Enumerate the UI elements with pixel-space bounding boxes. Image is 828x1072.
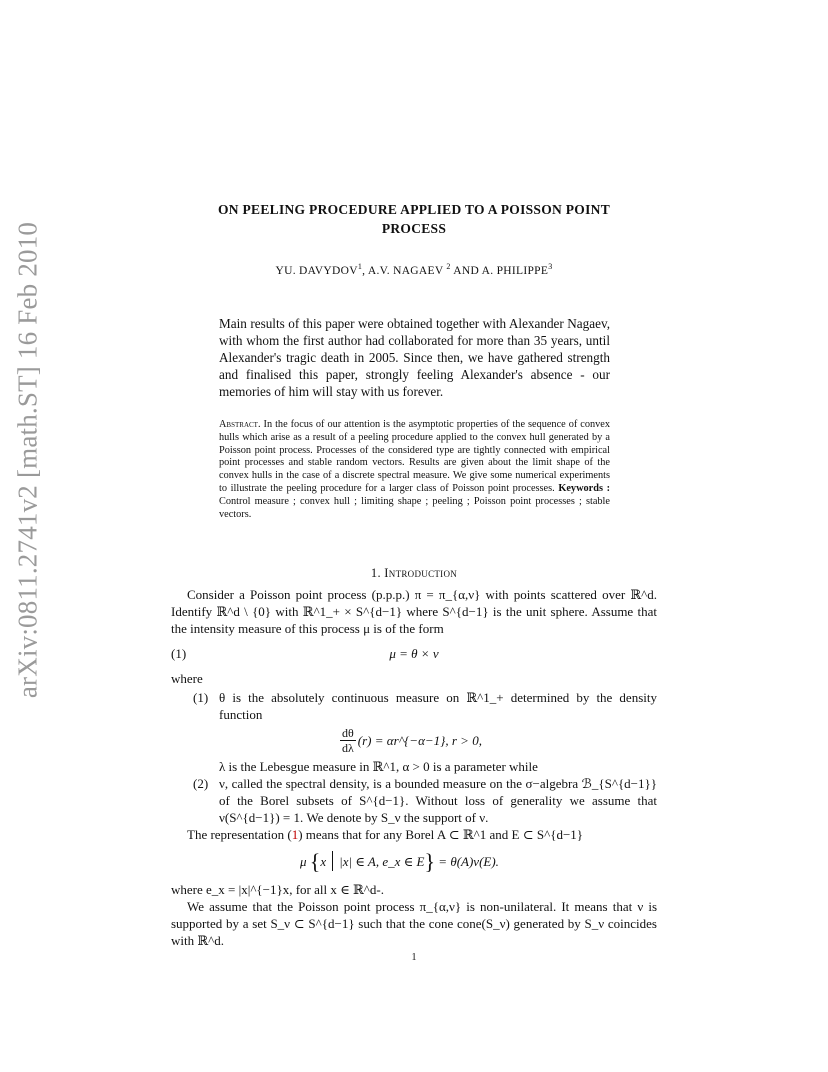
author-list (150, 262, 678, 277)
list-item-1 (193, 689, 657, 723)
keywords-label: Keywords : (558, 482, 611, 494)
title-line-2: PROCESS (381, 221, 447, 236)
intro-paragraph-2 (171, 826, 657, 843)
density-equation (340, 726, 482, 755)
intro-paragraph-1: Consider a Poisson point process (p.p.p.) π = π_{α,ν} with points scattered over ℝ^d. Identify ℝ^d \ {0} with ℝ^1_+ × S^{d−1} where S^{d−1} is the unit sphere. Assume that the intensity measure of this process μ is of the form (171, 587, 657, 636)
left-brace: { (309, 849, 321, 874)
abstract-text: In the focus of our attention is the asymptotic properties of the sequence of convex hulls which arise as a result of a peeling procedure applied to the convex hull generated by a Poisson point process. Processes of the considered type are tightly connected with empirical point processes and stable random vectors. Results are given about the limit shape of the convex hulls in the case of a discrete spectral measure. We give some numerical experiments to illustrate the peeling procedure for a larger class of Poisson point processes. (219, 419, 610, 494)
density-rhs: (r) = αr^{−α−1}, r > 0, (357, 732, 482, 748)
intro-paragraph-3: where e_x = |x|^{−1}x, for all x ∈ ℝ^d-. (171, 882, 384, 897)
equation-reference-link[interactable]: 1 (291, 827, 299, 842)
equation-2-var: x (320, 854, 327, 869)
fraction-numerator: dθ (342, 726, 354, 740)
author-2: , A.V. NAGAEV (362, 264, 447, 277)
abstract-label: Abstract. (219, 419, 261, 430)
list-item-2-text: ν, called the spectral density, is a bounded measure on the σ−algebra ℬ_{S^{d−1}} of the Borel subsets of S^{d−1}. Without loss of generality we assume that ν(S^{d−1}) = 1. We denote by S_ν the support of ν. (219, 776, 657, 825)
set-bar (332, 851, 333, 871)
abstract (219, 419, 610, 521)
equation-2-lhs: μ (300, 854, 307, 869)
title-line-1: ON PEELING PROCEDURE APPLIED TO A POISSON POINT (217, 202, 611, 217)
equation-1-body: μ = θ × ν (389, 646, 439, 661)
p2-end: ) means that for any Borel A ⊂ ℝ^1 and E ⊂ S^{d−1} (298, 827, 584, 842)
equation-2 (300, 849, 499, 875)
author-2-mark: 2 (446, 262, 451, 271)
fraction-denominator: dλ (341, 741, 354, 755)
where-label: where (171, 671, 203, 686)
paper-title (150, 200, 678, 238)
author-3-mark: 3 (548, 262, 553, 271)
density-fraction (340, 726, 356, 755)
section-heading: 1. Introduction (370, 566, 458, 580)
intro-paragraph-4: We assume that the Poisson point process π_{α,ν} is non-unilateral. It means that ν is supported by a set S_ν ⊂ S^{d−1} such that the cone cone(S_ν) generated by S_ν coincides with ℝ^d. (171, 899, 657, 948)
list-item-1-continued-text: λ is the Lebesgue measure in ℝ^1, α > 0 is a parameter while (219, 759, 538, 774)
arxiv-stamp-text: arXiv:0811.2741v2 [math.ST] 16 Feb 2010 (12, 221, 43, 699)
right-brace: } (424, 849, 436, 874)
author-1-mark: 1 (357, 262, 363, 271)
author-3: AND A. PHILIPPE (450, 264, 549, 277)
p2-start: The representation ( (187, 827, 292, 842)
list-item-2 (193, 775, 657, 826)
equation-2-condition: |x| ∈ A, e_x ∈ E (339, 854, 425, 869)
equation-1 (171, 646, 657, 664)
page-number: 1 (411, 952, 417, 963)
list-item-1-number: (1) (193, 690, 209, 705)
author-1: YU. DAVYDOV (275, 264, 358, 277)
equation-1-number: (1) (171, 646, 187, 661)
equation-2-rhs: = θ(A)ν(E). (438, 854, 499, 869)
dedication-paragraph: Main results of this paper were obtained together with Alexander Nagaev, with whom the first author had collaborated for more than 35 years, until Alexander's tragic death in 2005. Since then, we have gathered strength and finalised this paper, strongly feeling Alexander's absence - our memories of him will stay with us forever. (219, 316, 610, 399)
list-item-2-number: (2) (193, 776, 209, 791)
arxiv-stamp (8, 210, 48, 710)
list-item-1-text: θ is the absolutely continuous measure on ℝ^1_+ determined by the density function (219, 690, 657, 722)
keywords-text: Control measure ; convex hull ; limiting shape ; peeling ; Poisson point processes ; stable vectors. (219, 495, 610, 520)
list-item-1-continued (193, 758, 657, 775)
